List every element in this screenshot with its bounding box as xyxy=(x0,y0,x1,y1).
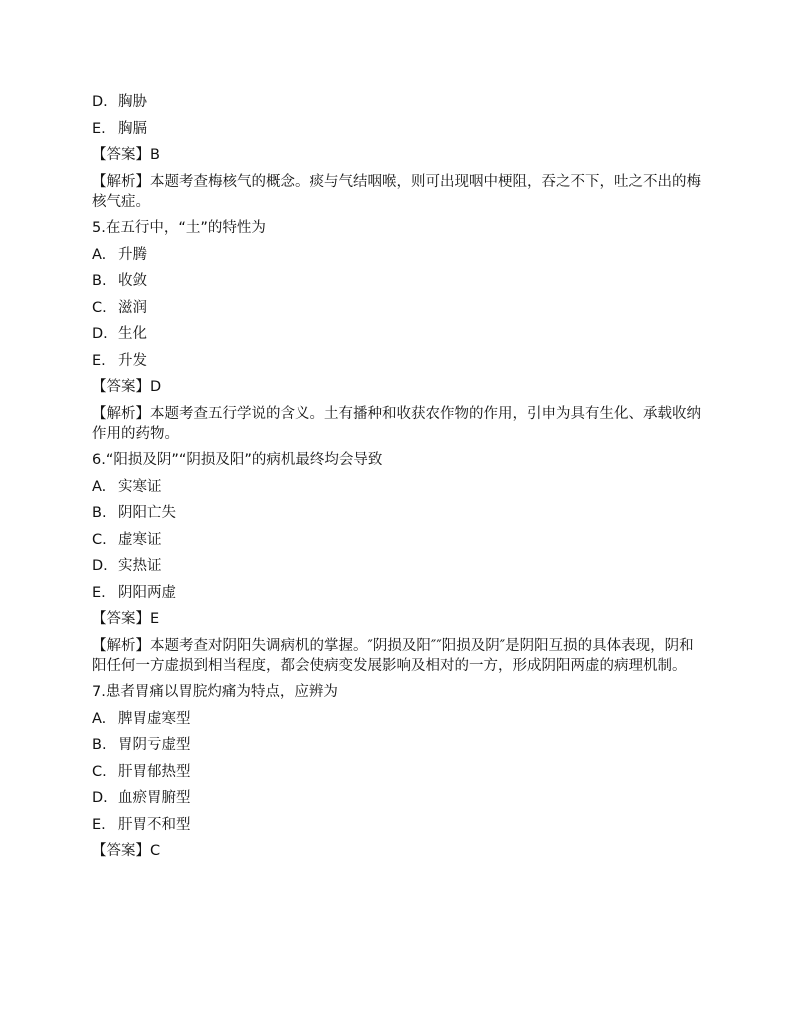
option-d xyxy=(92,556,704,576)
option-text: 阴阳两虚 xyxy=(118,584,176,601)
option-letter: A. xyxy=(92,246,107,263)
document-page xyxy=(92,92,704,868)
analysis-text: 本题考查梅核气的概念。痰与气结咽喉，则可出现咽中梗阻，吞之不下，吐之不出的梅核气症。 xyxy=(92,173,701,210)
option-a xyxy=(92,709,704,729)
option-e xyxy=(92,351,704,371)
option-a xyxy=(92,245,704,265)
option-d xyxy=(92,92,704,112)
option-letter: A. xyxy=(92,478,107,495)
question-stem: 7.患者胃痛以胃脘灼痛为特点，应辨为 xyxy=(92,684,338,700)
option-c xyxy=(92,298,704,318)
question-stem: 6.“阳损及阴”“阴损及阳”的病机最终均会导致 xyxy=(92,452,383,468)
option-text: 升腾 xyxy=(118,246,147,263)
analysis-text: 本题考查五行学说的含义。土有播种和收获农作物的作用，引申为具有生化、承载收纳作用的药物。 xyxy=(92,405,701,442)
option-b xyxy=(92,503,704,523)
option-letter: B. xyxy=(92,273,107,289)
analysis-text: 本题考查对阴阳失调病机的掌握。″阴损及阳″″阳损及阴″是阴阳互损的具体表现，阴和阳任何一方虚损到相当程度，都会使病变发展影响及相对的一方，形成阴阳两虚的病理机制。 xyxy=(92,637,694,674)
option-letter: B. xyxy=(92,505,107,521)
question-stem: 5.在五行中，“土”的特性为 xyxy=(92,220,266,236)
option-d xyxy=(92,324,704,344)
analysis-paragraph xyxy=(92,636,704,676)
answer-value: B xyxy=(150,147,160,163)
option-d xyxy=(92,788,704,808)
option-letter: E. xyxy=(92,816,106,833)
analysis-tag: 【解析】 xyxy=(92,173,150,190)
option-text: 胸膈 xyxy=(118,120,147,137)
answer-value: E xyxy=(150,611,160,627)
option-text: 收敛 xyxy=(118,273,147,289)
answer-tag: 【答案】 xyxy=(92,611,150,627)
option-text: 实寒证 xyxy=(118,478,162,495)
option-e xyxy=(92,583,704,603)
option-text: 血瘀胃腑型 xyxy=(118,790,191,806)
option-a xyxy=(92,477,704,497)
option-letter: A. xyxy=(92,710,107,727)
option-letter: C. xyxy=(92,299,107,316)
option-letter: D. xyxy=(92,326,108,342)
option-letter: D. xyxy=(92,94,108,110)
option-text: 肝胃郁热型 xyxy=(118,763,191,780)
option-text: 升发 xyxy=(118,352,147,369)
option-text: 胃阴亏虚型 xyxy=(118,737,191,753)
answer-value: C xyxy=(150,843,161,859)
option-letter: B. xyxy=(92,737,107,753)
option-text: 胸胁 xyxy=(118,94,147,110)
analysis-paragraph xyxy=(92,404,704,444)
answer-tag: 【答案】 xyxy=(92,379,150,395)
option-text: 实热证 xyxy=(118,558,162,574)
answer-tag: 【答案】 xyxy=(92,147,150,163)
answer-tag: 【答案】 xyxy=(92,843,150,859)
option-c xyxy=(92,762,704,782)
answer-line xyxy=(92,377,704,397)
option-b xyxy=(92,735,704,755)
answer-line xyxy=(92,841,704,861)
option-text: 阴阳亡失 xyxy=(118,505,176,521)
option-text: 生化 xyxy=(118,326,147,342)
option-text: 脾胃虚寒型 xyxy=(118,710,191,727)
option-letter: D. xyxy=(92,558,108,574)
answer-line xyxy=(92,145,704,165)
analysis-paragraph xyxy=(92,172,704,212)
option-letter: E. xyxy=(92,352,106,369)
option-letter: C. xyxy=(92,763,107,780)
option-letter: D. xyxy=(92,790,108,806)
option-c xyxy=(92,530,704,550)
option-letter: E. xyxy=(92,584,106,601)
option-letter: E. xyxy=(92,120,106,137)
analysis-tag: 【解析】 xyxy=(92,405,150,422)
option-text: 滋润 xyxy=(118,299,147,316)
option-text: 虚寒证 xyxy=(118,531,162,548)
option-e xyxy=(92,815,704,835)
answer-line xyxy=(92,609,704,629)
option-b xyxy=(92,271,704,291)
analysis-tag: 【解析】 xyxy=(92,637,150,654)
option-e xyxy=(92,119,704,139)
option-letter: C. xyxy=(92,531,107,548)
answer-value: D xyxy=(150,379,162,395)
option-text: 肝胃不和型 xyxy=(118,816,191,833)
